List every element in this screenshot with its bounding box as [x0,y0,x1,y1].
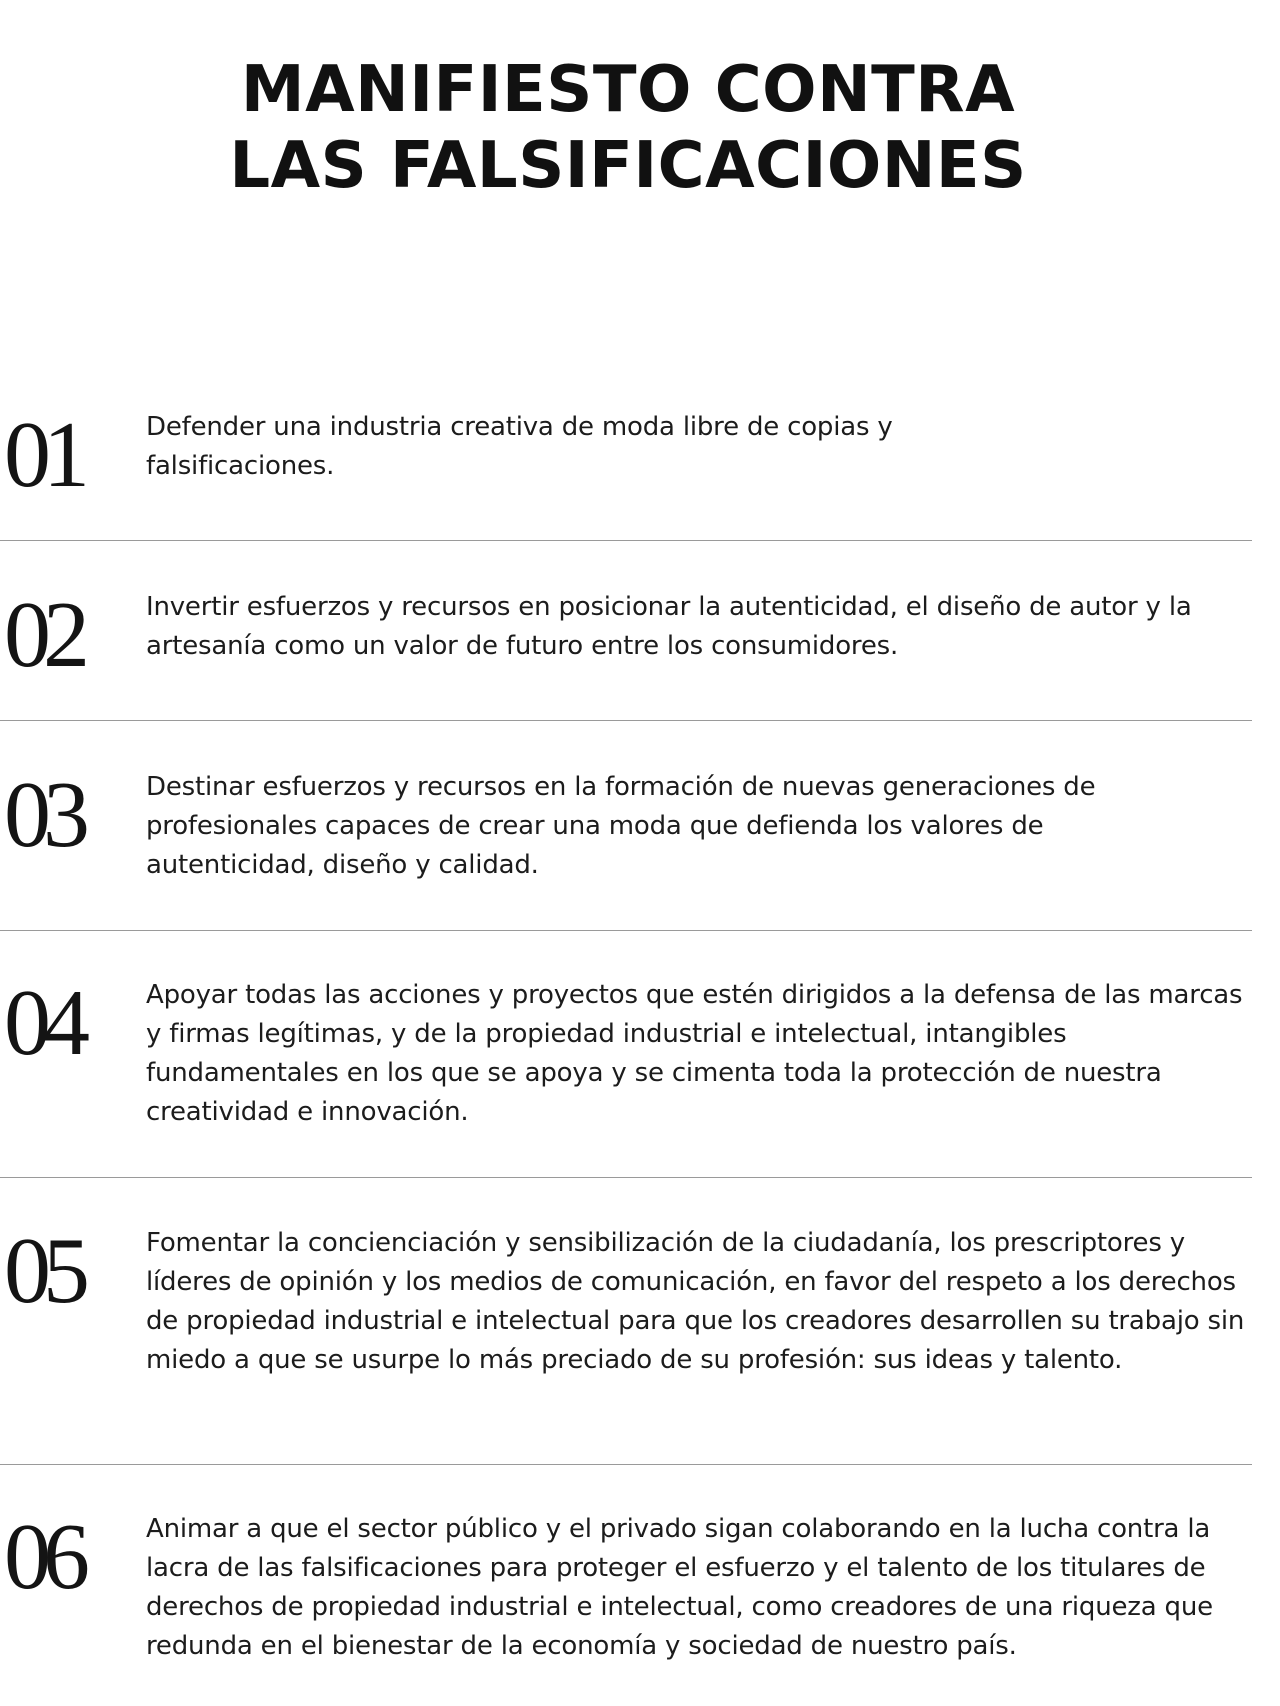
item-number: 06 [4,1505,82,1609]
divider [0,930,1252,931]
item-text: Invertir esfuerzos y recursos en posicionar la autenticidad, el diseño de autor y la artesanía como un valor de futuro entre los consumidores. [146,592,1192,661]
page-title-line-1: MANIFIESTO CONTRA [240,53,1016,127]
item-number: 04 [4,971,82,1075]
item-text: Defender una industria creativa de moda libre de copias y falsificaciones. [146,412,893,481]
item-number: 02 [4,583,82,687]
item-number: 01 [4,403,82,507]
divider [0,1177,1252,1178]
item-number: 05 [4,1219,82,1323]
item-number: 03 [4,763,82,867]
page-title [0,52,1256,204]
item-text: Apoyar todas las acciones y proyectos que estén dirigidos a la defensa de las marcas y firmas legítimas, y de la propiedad industrial e intelectual, intangibles fundamentales en los que se apoya y se cimenta toda la protección de nuestra creatividad e innovación. [146,980,1243,1127]
divider [0,1464,1252,1465]
item-text: Destinar esfuerzos y recursos en la formación de nuevas generaciones de profesionales capaces de crear una moda que defienda los valores de autenticidad, diseño y calidad. [146,772,1096,880]
divider [0,540,1252,541]
item-text: Fomentar la concienciación y sensibilización de la ciudadanía, los prescriptores y líderes de opinión y los medios de comunicación, en favor del respeto a los derechos de propiedad industrial e intelectual para que los creadores desarrollen su trabajo sin miedo a que se usurpe lo más preciado de su profesión: sus ideas y talento. [146,1228,1245,1375]
divider [0,720,1252,721]
item-text: Animar a que el sector público y el privado sigan colaborando en la lucha contra la lacra de las falsificaciones para proteger el esfuerzo y el talento de los titulares de derechos de propiedad industrial e intelectual, como creadores de una riqueza que redunda en el bienestar de la economía y sociedad de nuestro país. [146,1514,1213,1661]
page-title-line-2: LAS FALSIFICACIONES [229,129,1027,203]
